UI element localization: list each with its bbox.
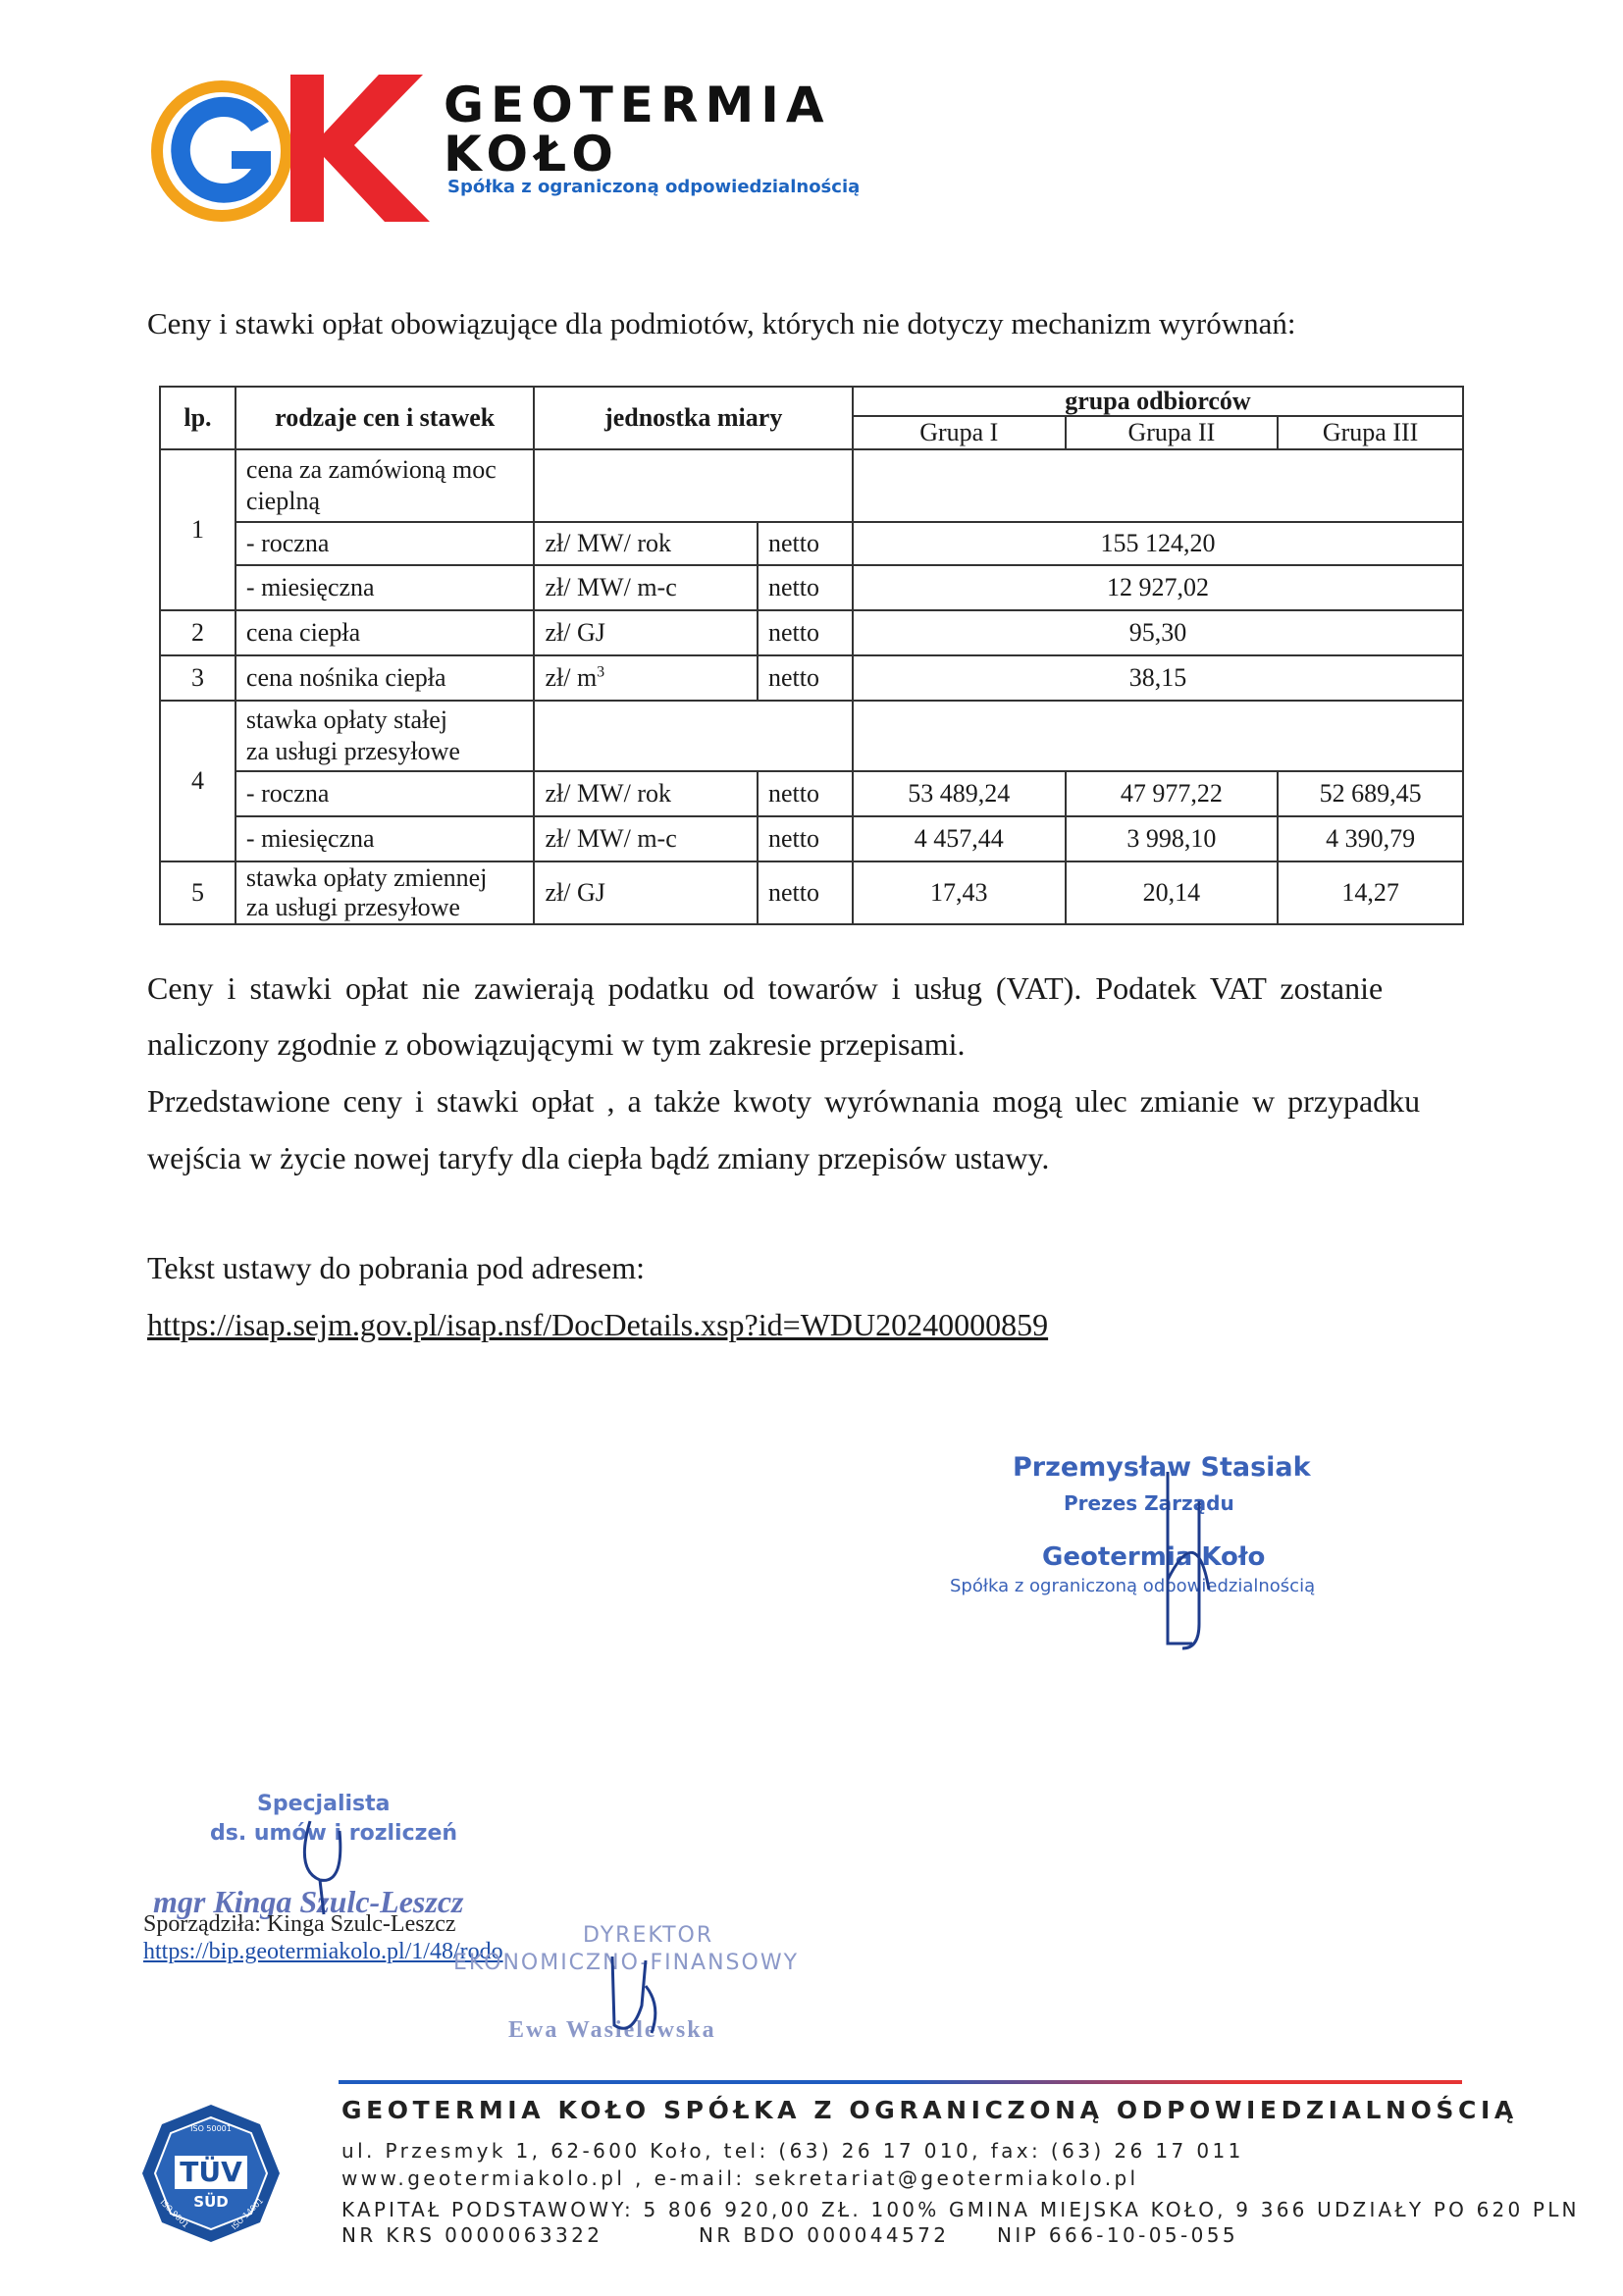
footer-capital: KAPITAŁ PODSTAWOWY: 5 806 920,00 ZŁ. 100% GMINA MIEJSKA KOŁO, 9 366 UDZIAŁY PO 620 PLN [341, 2198, 1580, 2221]
footer-web-email: www.geotermiakolo.pl , e-mail: sekretariat@geotermiakolo.pl [341, 2166, 1139, 2190]
row1-lp: 1 [160, 449, 236, 610]
row4-monthly-unit: zł/ MW/ m-c [534, 816, 758, 861]
row4-title-line1: stawka opłaty stałej [245, 705, 447, 734]
tuv-certification-badge [139, 2102, 283, 2245]
intro-text: Ceny i stawki opłat obowiązujące dla podmiotów, których nie dotyczy mechanizm wyrównań: [147, 306, 1296, 340]
specialist-line1: Specjalista [257, 1792, 391, 1816]
row1-monthly-value: 12 927,02 [853, 565, 1463, 610]
row5-title [236, 861, 535, 924]
row5-g3: 14,27 [1278, 861, 1463, 924]
vat-note-line2: naliczony zgodnie z obowiązującymi w tym zakresie przepisami. [147, 1026, 966, 1062]
row5-title-line2: za usługi przesyłowe [245, 893, 460, 921]
row5-g1: 17,43 [853, 861, 1066, 924]
specialist-name: mgr Kinga Szulc-Leszcz [153, 1884, 464, 1919]
law-link[interactable]: https://isap.sejm.gov.pl/isap.nsf/DocDetails.xsp?id=WDU20240000859 [147, 1307, 1049, 1342]
row5-basis: netto [758, 861, 853, 924]
row2-label: cena ciepła [236, 610, 535, 655]
row1-monthly-label: - miesięczna [236, 565, 535, 610]
footer-address: ul. Przesmyk 1, 62-600 Koło, tel: (63) 26 17 010, fax: (63) 26 17 011 [341, 2139, 1244, 2163]
row4-monthly-g1: 4 457,44 [853, 816, 1066, 861]
director-signature [602, 1947, 665, 2041]
row3-value: 38,15 [853, 655, 1463, 701]
specialist-signature [290, 1811, 359, 1919]
row2-value: 95,30 [853, 610, 1463, 655]
header-group-2: Grupa II [1066, 416, 1279, 449]
row4-title-line2: za usługi przesyłowe [245, 737, 460, 765]
row1-monthly-unit: zł/ MW/ m-c [534, 565, 758, 610]
row1-annual-unit: zł/ MW/ rok [534, 522, 758, 565]
vat-note-line1: Ceny i stawki opłat nie zawierają podatku od towarów i usług (VAT). Podatek VAT zostanie [147, 970, 1384, 1006]
header-unit: jednostka miary [534, 387, 852, 449]
row1-annual-basis: netto [758, 522, 853, 565]
header-group-1: Grupa I [853, 416, 1066, 449]
row1-annual-label: - roczna [236, 522, 535, 565]
president-signature [1138, 1462, 1227, 1658]
footer-bdo: NR BDO 000044572 [699, 2223, 950, 2247]
row4-monthly-basis: netto [758, 816, 853, 861]
bip-link[interactable]: https://bip.geotermiakolo.pl/1/48/rodo [143, 1939, 503, 1964]
company-logo [143, 65, 452, 227]
company-subtitle: Spółka z ograniczoną odpowiedzialnością [447, 177, 861, 197]
row3-label: cena nośnika ciepła [236, 655, 535, 701]
row4-annual-basis: netto [758, 771, 853, 816]
header-lp: lp. [160, 387, 236, 449]
row3-unit [534, 655, 758, 701]
row5-lp: 5 [160, 861, 236, 924]
footer-company: GEOTERMIA KOŁO SPÓŁKA Z OGRANICZONĄ ODPOWIEDZIALNOŚCIĄ [341, 2096, 1518, 2124]
row4-monthly-label: - miesięczna [236, 816, 535, 861]
row4-annual-g2: 47 977,22 [1066, 771, 1279, 816]
change-note-line1: Przedstawione ceny i stawki opłat , a także kwoty wyrównania mogą ulec zmianie w przypadku [147, 1083, 1421, 1119]
tuv-sub: SÜD [193, 2193, 229, 2211]
footer-nip: NIP 666-10-05-055 [997, 2223, 1238, 2247]
president-company: Geotermia Koło [1042, 1542, 1266, 1572]
row4-annual-g3: 52 689,45 [1278, 771, 1463, 816]
header-group-3: Grupa III [1278, 416, 1463, 449]
row4-annual-g1: 53 489,24 [853, 771, 1066, 816]
row5-unit: zł/ GJ [534, 861, 758, 924]
row3-lp: 3 [160, 655, 236, 701]
change-note-line2: wejścia w życie nowej taryfy dla ciepła bądź zmiany przepisów ustawy. [147, 1140, 1050, 1175]
row4-monthly-g3: 4 390,79 [1278, 816, 1463, 861]
row4-annual-unit: zł/ MW/ rok [534, 771, 758, 816]
director-line2: EKONOMICZNO-FINANSOWY [453, 1951, 800, 1975]
row1-monthly-basis: netto [758, 565, 853, 610]
prepared-by: Sporządziła: Kinga Szulc-Leszcz [143, 1911, 456, 1937]
row3-unit-sup: 3 [597, 663, 605, 681]
tuv-brand: TÜV [180, 2156, 242, 2188]
footer-krs: NR KRS 0000063322 [341, 2223, 603, 2247]
director-name: Ewa Wasielewska [508, 2017, 716, 2043]
row5-title-line1: stawka opłaty zmiennej [245, 863, 488, 892]
company-name-line2: KOŁO [444, 126, 620, 183]
tuv-left-label: ISO 9001 [158, 2198, 190, 2230]
director-line1: DYREKTOR [583, 1923, 714, 1948]
law-text: Tekst ustawy do pobrania pod adresem: [147, 1250, 645, 1285]
president-company-sub: Spółka z ograniczoną odpowiedzialnością [950, 1576, 1316, 1596]
row2-basis: netto [758, 610, 853, 655]
row2-lp: 2 [160, 610, 236, 655]
header-type: rodzaje cen i stawek [236, 387, 535, 449]
row4-lp: 4 [160, 701, 236, 861]
header-group: grupa odbiorców [853, 387, 1463, 416]
row3-basis: netto [758, 655, 853, 701]
president-name: Przemysław Stasiak [1013, 1452, 1311, 1483]
footer-divider [339, 2080, 1462, 2084]
row1-annual-value: 155 124,20 [853, 522, 1463, 565]
company-name-line1: GEOTERMIA [444, 77, 831, 133]
price-table [159, 386, 1464, 925]
row1-title: cena za zamówioną moc cieplną [236, 449, 535, 522]
president-role: Prezes Zarządu [1064, 1491, 1234, 1515]
row4-annual-label: - roczna [236, 771, 535, 816]
tuv-right-label: ISO 14001 [230, 2196, 266, 2232]
row3-unit-base: zł/ m [545, 663, 598, 692]
tuv-top-label: ISO 50001 [190, 2124, 232, 2133]
row5-g2: 20,14 [1066, 861, 1279, 924]
row4-title [236, 701, 535, 771]
row2-unit: zł/ GJ [534, 610, 758, 655]
row4-monthly-g2: 3 998,10 [1066, 816, 1279, 861]
specialist-line2: ds. umów i rozliczeń [210, 1821, 458, 1846]
